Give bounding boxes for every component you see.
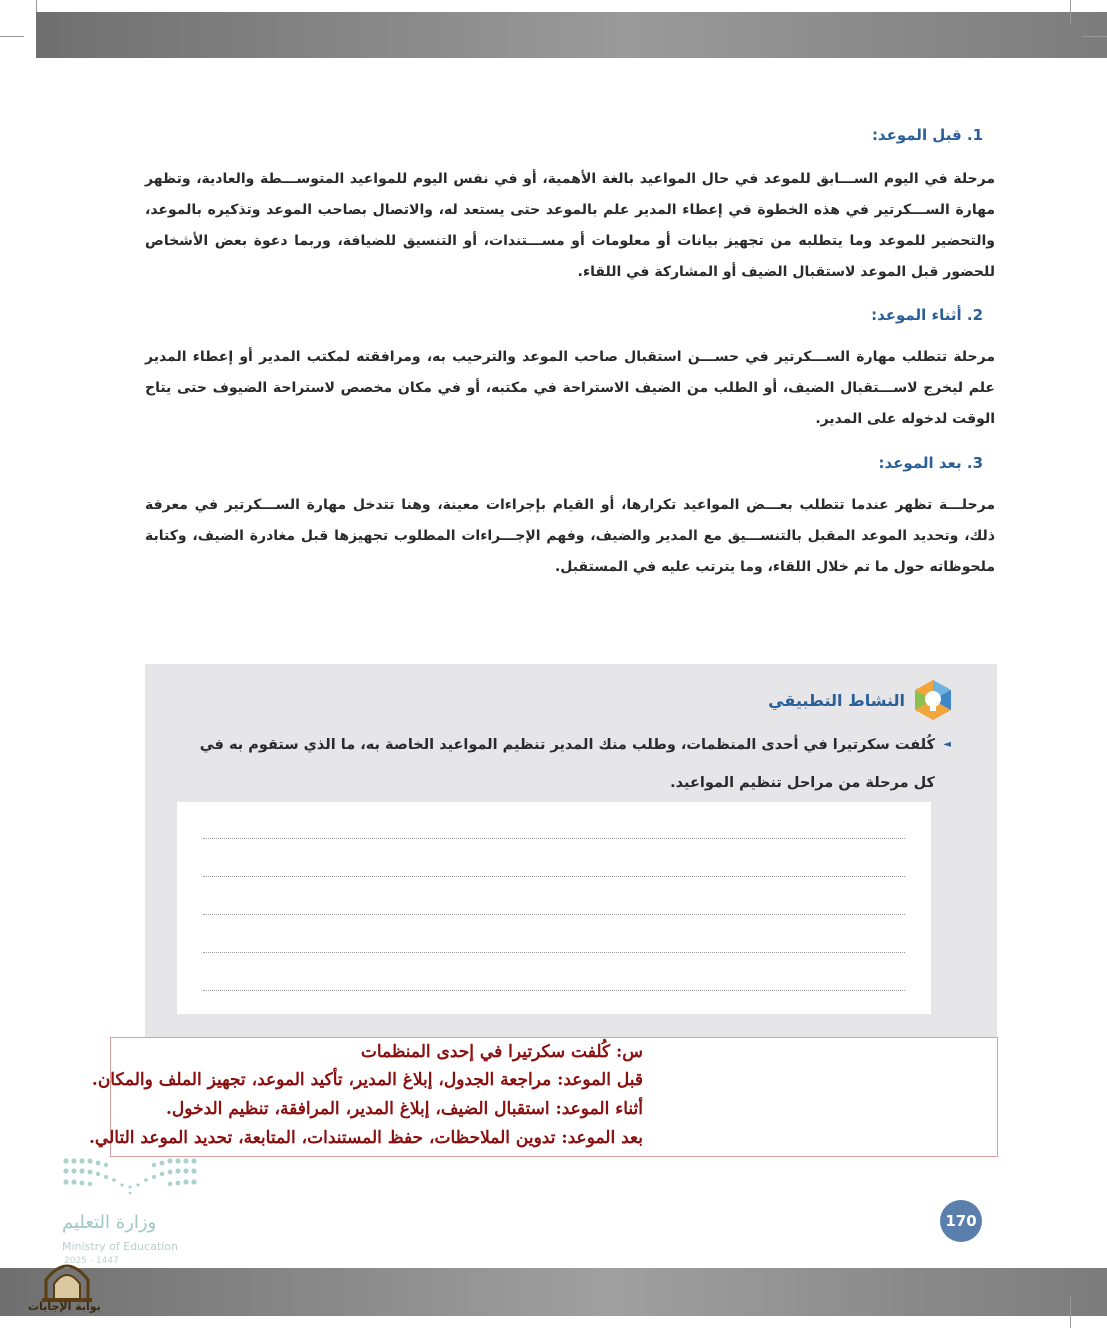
crop-mark xyxy=(1070,0,1071,24)
activity-title: النشاط التطبيقي xyxy=(768,690,905,710)
answer-line xyxy=(203,990,905,991)
ministry-year: 2025 - 1447 xyxy=(64,1256,119,1266)
watermark-label: بوابة الإجابات xyxy=(28,1300,101,1313)
activity-header xyxy=(768,678,953,722)
mosque-watermark-icon xyxy=(32,1254,102,1324)
handwritten-answer-box xyxy=(89,1037,998,1157)
section-text-before: مرحلة في اليوم الســـابق للموعد في حال المواعيد بالغة الأهمية، أو في نفس اليوم للمواعيد المتوســـطة والعادية، وتظهر مهارة الســـكرتير في هذه الخطوة في إعطاء المدير علم بالموعد حتى يستعد له، والاتصال بصاحب الموعد وتذكيره بالموعد، والتحضير للموعد وما يتطلبه من تجهيز بيانات أو معلومات أو مســـتندات، أو التنسيق للضيافة، وربما دعوة بعض الأشخاص للحضور قبل الموعد لاستقبال الضيف أو المشاركة في اللقاء. xyxy=(145,171,995,280)
ministry-name-ar: وزارة التعليم xyxy=(62,1212,157,1233)
answer-line xyxy=(203,914,905,915)
activity-box xyxy=(145,664,997,1050)
activity-question xyxy=(175,726,951,802)
section-text-during: مرحلة تتطلب مهارة الســـكرتير في حســـن استقبال صاحب الموعد والترحيب به، ومرافقته لمكتب المدير أو إعطاء المدير علم ليخرج لاســـتقبال الضيف، أو الطلب من الضيف الاستراحة في مكتبه، أو في مكان مخصص لاستراحة الضيوف حتى يتاح الوقت لدخوله على المدير. xyxy=(145,349,995,427)
section-heading-during: 2. أثناء الموعد: xyxy=(871,306,983,324)
handwritten-before: قبل الموعد: مراجعة الجدول، إبلاغ المدير، تأكيد الموعد، تجهيز الملف والمكان. xyxy=(91,1070,643,1090)
activity-question-text: كُلفت سكرتيرا في أحدى المنظمات، وطلب منك المدير تنظيم المواعيد الخاصة به، ما الذي ستقوم به في كل مرحلة من مراحل تنظيم المواعيد. xyxy=(199,737,935,791)
answer-line xyxy=(203,838,905,839)
handwritten-during: أثناء الموعد: استقبال الضيف، إبلاغ المدير، المرافقة، تنظيم الدخول. xyxy=(166,1099,643,1119)
answer-line xyxy=(203,952,905,953)
section-heading-after: 3. بعد الموعد: xyxy=(878,454,983,472)
handwritten-question: س: كُلفت سكرتيرا في إحدى المنظمات xyxy=(360,1042,643,1062)
handwritten-after: بعد الموعد: تدوين الملاحظات، حفظ المستندات، المتابعة، تحديد الموعد التالي. xyxy=(89,1128,643,1148)
ministry-name-en: Ministry of Education xyxy=(62,1240,179,1253)
answer-line xyxy=(203,876,905,877)
section-heading-before: 1. قبل الموعد: xyxy=(871,126,983,144)
page-number-badge: 170 xyxy=(940,1200,982,1242)
triangle-bullet-icon: ◄ xyxy=(943,739,951,750)
crop-mark xyxy=(1070,1296,1071,1328)
section-text-after: مرحلـــة تظهر عندما تتطلب بعـــض المواعيد تكرارها، أو القيام بإجراءات معينة، وهنا تتدخل مهارة الســـكرتير في معرفة ذلك، وتحديد الموعد المقبل بالتنســـيق مع المدير والضيف، وفهم الإجـــراءات المطلوب تجهيزها قبل مغادرة الضيف، وكتابة ملحوظاته حول ما تم خلال اللقاء، وما يترتب عليه في المستقبل. xyxy=(145,497,995,575)
crop-mark xyxy=(36,0,37,12)
answer-writing-area[interactable] xyxy=(177,802,931,1014)
top-decor-bar xyxy=(36,12,1107,58)
crop-mark xyxy=(0,36,24,37)
bottom-decor-bar xyxy=(0,1268,1107,1316)
lightbulb-hexagon-icon xyxy=(913,678,953,722)
crop-mark xyxy=(1082,36,1107,37)
